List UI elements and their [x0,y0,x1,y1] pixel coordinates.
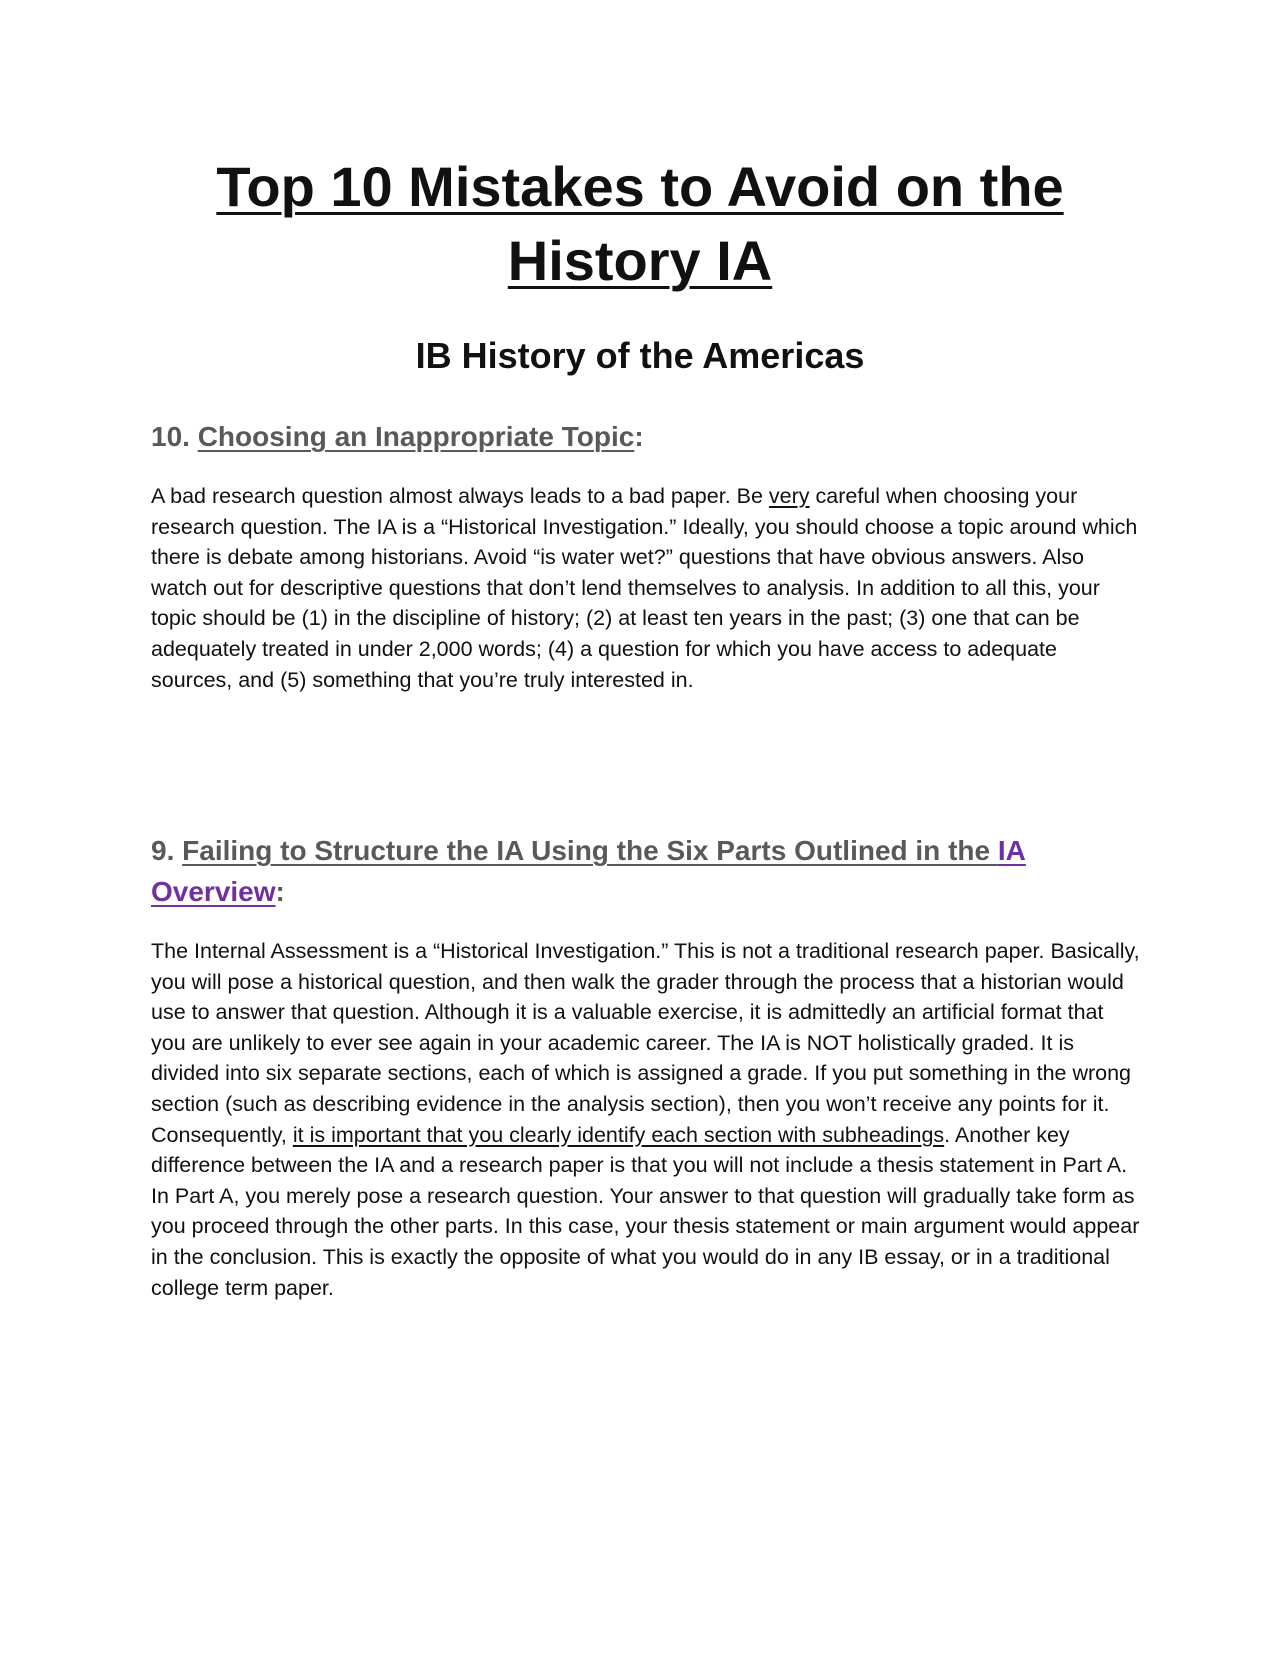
ia-overview-link[interactable]: IA Overview [151,835,1026,907]
body-text: . Another key difference between the IA and a research paper is that you will not include a thesis statement in Part A. In Part A, you merely pose a research question. Your answer to that question will gradually take form as you proceed through the other parts. In this case, your thesis statement or main argument would appear in the conclusion. This is exactly the opposite of what you would do in any IB essay, or in a traditional college term paper. [151,1122,1140,1300]
section-body [151,481,1141,695]
body-text: The Internal Assessment is a “Historical Investigation.” This is not a traditional research paper. Basically, you will pose a historical question, and then walk the grader through the process that a historian would use to answer that question. Although it is a valuable exercise, it is admittedly an artificial format that you are unlikely to ever see again in your academic career. The IA is NOT holistically graded. It is divided into six separate sections, each of which is assigned a grade. If you put something in the wrong section (such as describing evidence in the analysis section), then you won’t receive any points for it. Consequently, [151,939,1140,1147]
document-title-text: Top 10 Mistakes to Avoid on the History IA [216,155,1064,292]
body-emphasis: it is important that you clearly identify each section with subheadings [292,1122,945,1147]
section-mistake-9 [151,830,1141,1303]
section-heading [151,416,1141,457]
section-heading-text: Failing to Structure the IA Using the Six Parts Outlined in the [182,835,998,866]
body-text: A bad research question almost always leads to a bad paper. Be [151,484,769,508]
section-number: 9. [151,835,183,866]
document-subtitle: IB History of the Americas [415,335,865,376]
section-heading-suffix: : [275,876,285,907]
section-number: 10. [151,421,198,452]
document-title [140,150,1140,298]
section-heading [151,830,1141,912]
section-heading-text: Choosing an Inappropriate Topic [197,421,635,452]
section-body [151,936,1141,1303]
section-mistake-10 [151,416,1141,695]
body-emphasis: very [768,484,810,508]
body-text: careful when choosing your research question. The IA is a “Historical Investigation.” Ideally, you should choose a topic around which there is debate among historians. Avoid “is water wet?” questions that have obvious answers. Also watch out for descriptive questions that don’t lend themselves to analysis. In addition to all this, your topic should be (1) in the discipline of history; (2) at least ten years in the past; (3) one that can be adequately treated in under 2,000 words; (4) a question for which you have access to adequate sources, and (5) something that you’re truly interested in. [151,484,1138,692]
section-heading-suffix: : [634,421,644,452]
